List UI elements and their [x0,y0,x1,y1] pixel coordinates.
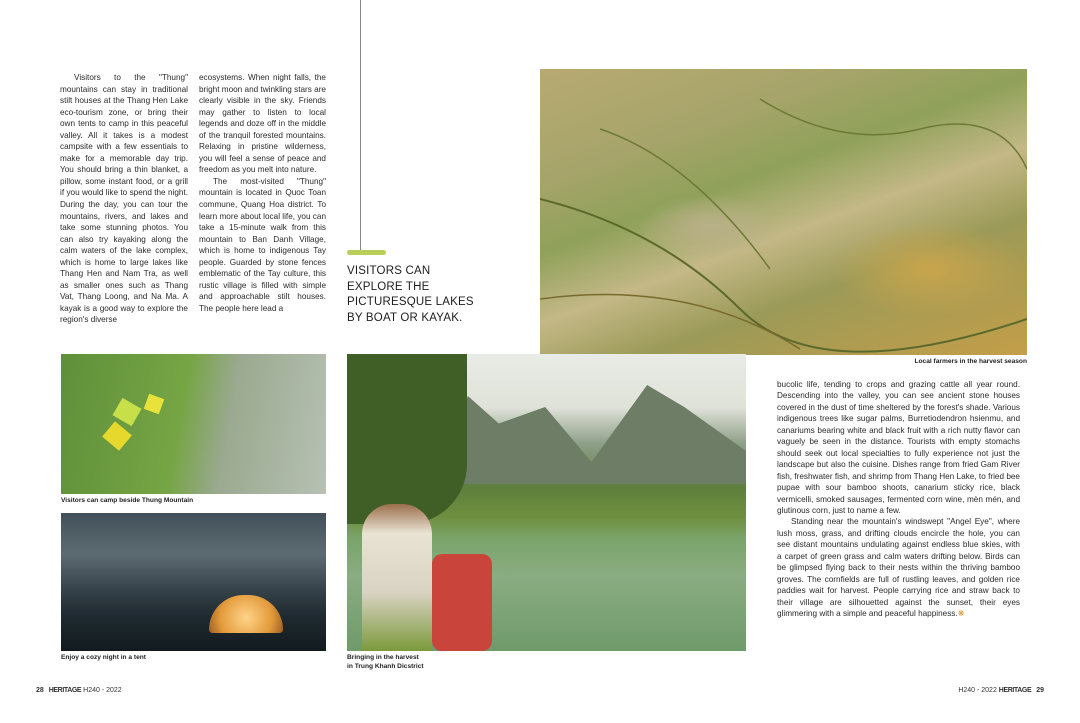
caption-tent: Enjoy a cozy night in a tent [61,654,146,661]
footer-left [36,687,122,694]
paragraph [777,516,1020,619]
photo-rice-fields [540,69,1027,355]
caption-harvest [347,654,424,671]
footer-right [958,687,1044,694]
page-number: 29 [1036,687,1044,694]
farmer [362,504,432,651]
mountains [437,374,746,484]
photo-tent-night [61,513,326,651]
photo-campsite [61,354,326,494]
caption-rice-fields: Local farmers in the harvest season [914,358,1027,365]
paragraph: Visitors to the "Thung" mountains can stay in traditional stilt houses at the Thang Hen Lake eco-tourism zone, or bring their own tents to camp in this peaceful valley. All it takes is a modest campsite with a few essentials to make for a memorable day trip. You should bring a thin blanket, a pillow, some instant food, or a grill if you would like to spend the night. During the day, you can tour the mountains, rivers, and lakes and take some stunning photos. You can also try kayaking along the calm waters of the lake complex, which is home to large lakes like Thang Hen and Nam Tra, as well as smaller ones such as Thang Vat, Thang Loong, and Na Ma. A kayak is a good way to explore the region's diverse [60,73,188,325]
end-mark-icon: ❋ [957,609,965,619]
tent-shape [102,421,132,450]
trees [347,354,467,524]
caption-harvest-line: in Trung Khanh Dicstrict [347,662,424,670]
caption-campsite: Visitors can camp beside Thung Mountain [61,497,194,504]
tent-shape [144,394,165,415]
issue-number: H240 - 2022 [83,687,122,694]
page-number: 28 [36,687,44,694]
caption-harvest-line: Bringing in the harvest [347,654,419,661]
article-column-2 [199,72,326,314]
boat [432,554,492,651]
article-column-1 [60,72,188,326]
divider-line [360,0,361,251]
paragraph-text: Standing near the mountain's windswept "Angel Eye", where lush moss, grass, and drifting clouds encircle the hole, you can see distant mountains undulating against endless blue skies, with a carpet of green grass and calm waters drifting below. Birds can be glimpsed flying back to their nests within the thriving bamboo groves. The cornfields are full of rustling leaves, and golden rice paddies wait for harvest. People carrying rice and straw back to their village are silhouetted against the sunset, their eyes glimmering with a simple and peaceful happiness. [777,517,1020,619]
brand-name: HERITAGE [998,687,1032,694]
tent-glow [209,595,283,633]
pull-quote: VISITORS CAN EXPLORE THE PICTURESQUE LAKES BY BOAT OR KAYAK. [347,265,474,324]
paragraph: The most-visited "Thung" mountain is located in Quoc Toan commune, Quang Hoa district. To learn more about local life, you can take a 15-minute walk from this mountain to Ban Danh Village, which is home to indigenous Tay people. Guarded by stone fences emblematic of the Tay culture, this rustic village is filled with simple and approachable stilt houses. The people here lead a [199,176,326,313]
accent-bar [347,250,386,255]
article-column-3 [777,379,1020,620]
paragraph: bucolic life, tending to crops and grazing cattle all year round. Descending into the valley, you can see ancient stone houses covered in the dust of time sheltered by the forest's shade. Various indigenous trees like sugar palms, Burretiodendron hsienmu, and canariums bearing white and black fruit with a rich nutty flavor can vaguely be seen in the distance. Tourists with empty stomachs should seek out local specialties to fully experience not just the landscape but also the cuisine. Dishes range from fried Gam River fish, freshwater fish, and shrimp from Thang Hen Lake, to fried bee pupae with sour bamboo shoots, canarium sticky rice, black vermicelli, smoked sausages, fermented corn wine, mèn mén, and glutinous corn, just to name a few. [777,380,1020,515]
issue-number: H240 - 2022 [958,687,997,694]
brand-name: HERITAGE [48,687,82,694]
photo-harvest [347,354,746,651]
field-lines [540,69,1027,355]
paragraph: ecosystems. When night falls, the bright moon and twinkling stars are clearly visible in the sky. Friends may gather to listen to local legends and doze off in the middle of the tranquil forested mountains. Relaxing in pristine wilderness, you will feel a sense of peace and freedom as you melt into nature. [199,73,326,175]
